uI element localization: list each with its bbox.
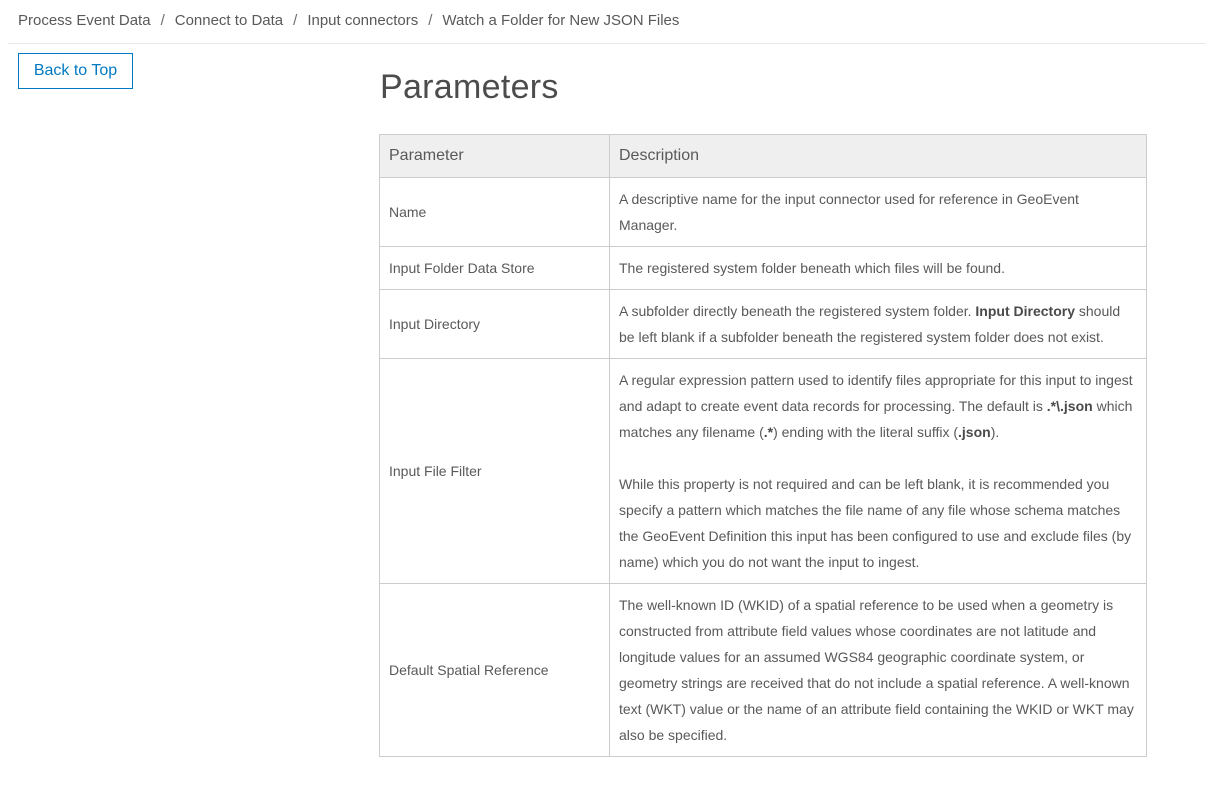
breadcrumb-process-event-data[interactable]: Process Event Data [18, 12, 151, 29]
breadcrumb-connect-to-data[interactable]: Connect to Data [174, 12, 284, 29]
parameter-description: A descriptive name for the input connector used for reference in GeoEvent Manager. [610, 178, 1147, 247]
description-bold-term: .json [958, 424, 991, 440]
table-row [380, 359, 1147, 584]
column-header-parameter: Parameter [380, 135, 610, 178]
description-text: ). [990, 424, 1000, 440]
parameter-name: Input Folder Data Store [380, 247, 610, 290]
description-paragraph: While this property is not required and can be left blank, it is recommended you specify a pattern which matches the file name of any file whose schema matches the GeoEvent Definition this input has been configured to use and exclude files (by name) which you do not want the input to ingest. [619, 476, 1132, 570]
parameter-description [610, 359, 1147, 584]
table-row [380, 584, 1147, 757]
table-row [380, 290, 1147, 359]
breadcrumb-separator: / [160, 12, 165, 29]
description-text: which matches any filename ( [619, 398, 1133, 440]
parameter-description: The well-known ID (WKID) of a spatial reference to be used when a geometry is constructed from attribute field values whose coordinates are not latitude and longitude values for an assumed WGS84 geographic coordinate system, or geometry strings are received that do not include a spatial reference. A well-known text (WKT) value or the name of an attribute field containing the WKID or WKT may also be specified. [610, 584, 1147, 757]
description-bold-term: .*\.json [1046, 398, 1093, 414]
breadcrumb-current-page[interactable]: Watch a Folder for New JSON Files [442, 12, 680, 29]
parameter-name: Name [380, 178, 610, 247]
description-bold-term: Input Directory [975, 303, 1075, 319]
header-divider [8, 43, 1206, 44]
table-header-row [380, 135, 1147, 178]
description-text: ) ending with the literal suffix ( [773, 424, 959, 440]
description-text: A subfolder directly beneath the registered system folder. [619, 303, 976, 319]
breadcrumb-input-connectors[interactable]: Input connectors [307, 12, 419, 29]
breadcrumb [18, 12, 679, 29]
description-paragraph [619, 367, 1137, 445]
description-text: should be left blank if a subfolder beneath the registered system folder does not exist. [619, 303, 1121, 345]
back-to-top-button[interactable]: Back to Top [18, 53, 133, 89]
parameter-name: Input File Filter [380, 359, 610, 584]
breadcrumb-separator: / [428, 12, 433, 29]
breadcrumb-separator: / [293, 12, 298, 29]
description-text: A regular expression pattern used to identify files appropriate for this input to ingest and adapt to create event data records for processing. The default is [619, 372, 1133, 414]
page-title: Parameters [380, 68, 559, 106]
table-row [380, 247, 1147, 290]
parameters-table [379, 134, 1147, 757]
parameter-name: Default Spatial Reference [380, 584, 610, 757]
column-header-description: Description [610, 135, 1147, 178]
table-row [380, 178, 1147, 247]
parameter-description: The registered system folder beneath which files will be found. [610, 247, 1147, 290]
parameter-description [610, 290, 1147, 359]
parameter-name: Input Directory [380, 290, 610, 359]
description-bold-term: .* [763, 424, 774, 440]
